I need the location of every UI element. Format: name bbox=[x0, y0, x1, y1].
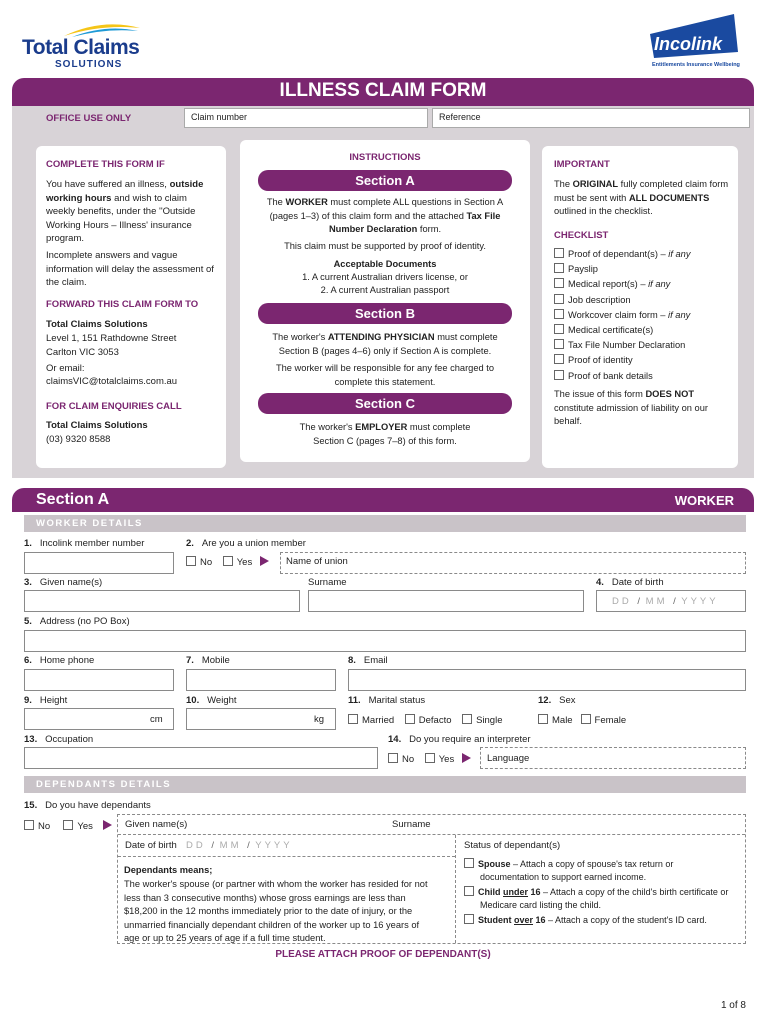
forward-addr2: Carlton VIC 3053 bbox=[46, 347, 119, 358]
instructions-heading: INSTRUCTIONS bbox=[349, 152, 421, 163]
worker-label: WORKER bbox=[674, 493, 734, 508]
dependants-vdivider bbox=[455, 835, 456, 943]
checkbox[interactable] bbox=[554, 324, 564, 334]
checklist-heading: CHECKLIST bbox=[554, 230, 609, 241]
checklist-item[interactable]: Job description bbox=[554, 294, 734, 309]
liability-notice: The issue of this form DOES NOT constitute admission of liability on our behalf. bbox=[554, 389, 708, 426]
doc-2: 2. A current Australian passport bbox=[320, 285, 450, 295]
important-text: The ORIGINAL fully completed claim form must be sent with ALL DOCUMENTS outlined in the checklist. bbox=[554, 179, 729, 216]
section-a-proof: This claim must be supported by proof of identity. bbox=[284, 241, 486, 251]
section-a-title: Section A bbox=[36, 491, 110, 508]
dependants-no-checkbox[interactable] bbox=[24, 820, 34, 830]
checkbox[interactable] bbox=[554, 370, 564, 380]
logo-sub-text: SOLUTIONS bbox=[55, 59, 123, 70]
dob-placeholder: DD / MM / YYYY bbox=[612, 596, 719, 607]
status-spouse: Spouse – Attach a copy of spouse's tax return or documentation to support earned income. bbox=[464, 858, 734, 883]
claim-number-label: Claim number bbox=[191, 112, 248, 122]
section-c-text: The worker's EMPLOYER must complete Section C (pages 7–8) of this form. bbox=[299, 422, 471, 446]
dep-surname-label[interactable]: Surname bbox=[392, 819, 431, 830]
dependants-divider bbox=[118, 834, 745, 835]
forward-or: Or email: bbox=[46, 363, 85, 374]
given-name-field[interactable] bbox=[24, 590, 300, 612]
office-use-label: OFFICE USE ONLY bbox=[46, 113, 132, 124]
enquiries-org: Total Claims Solutions bbox=[46, 420, 148, 431]
q2-label: 2. Are you a union member bbox=[186, 538, 306, 549]
worker-details-bar: WORKER DETAILS bbox=[24, 515, 746, 532]
q7-label: 7. Mobile bbox=[186, 655, 230, 666]
checkbox[interactable] bbox=[554, 354, 564, 364]
arrow-right-icon bbox=[260, 556, 269, 566]
dep-dob-underline bbox=[118, 856, 455, 857]
q14-label: 14. Do you require an interpreter bbox=[388, 734, 531, 745]
member-number-field[interactable] bbox=[24, 552, 174, 574]
q12-label: 12. Sex bbox=[538, 695, 576, 706]
logo-main-text: Total Claims bbox=[22, 36, 140, 59]
checkbox[interactable] bbox=[554, 248, 564, 258]
checklist-item[interactable]: Payslip bbox=[554, 263, 734, 278]
occupation-field[interactable] bbox=[24, 747, 378, 769]
mobile-field[interactable] bbox=[186, 669, 336, 691]
q9-label: 9. Height bbox=[24, 695, 68, 706]
complete-paragraph: You have suffered an illness, outside working hours and wish to claim weekly benefits, under the ''Outside Working Hours – Illness' insurance program. bbox=[46, 179, 204, 244]
total-claims-logo bbox=[22, 22, 172, 72]
dependants-yes-checkbox[interactable] bbox=[63, 820, 73, 830]
doc-1: 1. A current Australian drivers license, or bbox=[302, 272, 468, 282]
defacto-checkbox[interactable] bbox=[405, 714, 415, 724]
arrow-right-icon bbox=[103, 820, 112, 830]
female-checkbox[interactable] bbox=[581, 714, 591, 724]
email-field[interactable] bbox=[348, 669, 746, 691]
section-b-pill: Section B bbox=[258, 303, 512, 324]
union-name-field[interactable] bbox=[280, 552, 746, 574]
checklist-item[interactable]: Proof of identity bbox=[554, 354, 734, 369]
incolink-main-text: Incolink bbox=[654, 34, 723, 54]
q13-label: 13. Occupation bbox=[24, 734, 94, 745]
q10-label: 10. Weight bbox=[186, 695, 237, 706]
surname-label: Surname bbox=[308, 577, 347, 588]
union-name-label: Name of union bbox=[286, 556, 348, 567]
enquiries-phone: (03) 9320 8588 bbox=[46, 434, 111, 445]
dependants-means-text: The worker's spouse (or partner with whom the worker has resided for not less than 3 consecutive months) whose gross earnings are less than $18,200 in the 12 months immediately prior to the date of injury, or the unmarried financially dependant children of the worker up to 16 years of age or up to 25 years of age if a full time student. bbox=[124, 879, 428, 943]
q3-label: 3. Given name(s) bbox=[24, 577, 103, 588]
interpreter-yes-checkbox[interactable] bbox=[425, 753, 435, 763]
form-title: ILLNESS CLAIM FORM bbox=[279, 80, 487, 101]
complete-heading: COMPLETE THIS FORM IF bbox=[46, 159, 165, 170]
cm-unit: cm bbox=[150, 714, 163, 725]
union-no-checkbox[interactable] bbox=[186, 556, 196, 566]
home-phone-field[interactable] bbox=[24, 669, 174, 691]
male-checkbox[interactable] bbox=[538, 714, 548, 724]
checklist-item[interactable]: Proof of bank details bbox=[554, 370, 734, 385]
incolink-logo bbox=[640, 12, 750, 72]
incolink-sub-text: Entitlements Insurance Wellbeing bbox=[652, 62, 740, 68]
checklist-item[interactable]: Tax File Number Declaration bbox=[554, 339, 734, 354]
kg-unit: kg bbox=[314, 714, 325, 725]
forward-org: Total Claims Solutions bbox=[46, 319, 148, 330]
important-heading: IMPORTANT bbox=[554, 159, 610, 170]
checkbox[interactable] bbox=[554, 309, 564, 319]
attach-proof-notice: PLEASE ATTACH PROOF OF DEPENDANT(S) bbox=[275, 949, 491, 960]
dep-dob-placeholder: DD / MM / YYYY bbox=[186, 840, 293, 851]
checklist-item[interactable]: Proof of dependant(s) – if any bbox=[554, 248, 734, 263]
section-b-fee: The worker will be responsible for any fee charged to complete this statement. bbox=[275, 363, 495, 387]
married-checkbox[interactable] bbox=[348, 714, 358, 724]
incomplete-paragraph: Incomplete answers and vague information will delay the assessment of the claim. bbox=[46, 250, 214, 288]
q5-label: 5. Address (no PO Box) bbox=[24, 616, 130, 627]
enquiries-heading: FOR CLAIM ENQUIRIES CALL bbox=[46, 401, 182, 412]
section-c-pill: Section C bbox=[258, 393, 512, 414]
dep-dob-label[interactable]: Date of birth bbox=[125, 840, 177, 851]
forward-email[interactable]: claimsVIC@totalclaims.com.au bbox=[46, 376, 178, 387]
checkbox[interactable] bbox=[554, 278, 564, 288]
child-checkbox[interactable] bbox=[464, 886, 474, 896]
q1-label: 1. Incolink member number bbox=[24, 538, 145, 549]
surname-field[interactable] bbox=[308, 590, 584, 612]
checklist-item[interactable]: Workcover claim form – if any bbox=[554, 309, 734, 324]
single-checkbox[interactable] bbox=[462, 714, 472, 724]
q6-label: 6. Home phone bbox=[24, 655, 95, 666]
status-student: Student over 16 – Attach a copy of the student's ID card. bbox=[464, 914, 744, 927]
checklist bbox=[554, 248, 734, 385]
union-yes-checkbox[interactable] bbox=[223, 556, 233, 566]
forward-addr1: Level 1, 151 Rathdowne Street bbox=[46, 333, 177, 344]
forward-heading: FORWARD THIS CLAIM FORM TO bbox=[46, 299, 199, 310]
sex-options: Male Female bbox=[538, 714, 626, 726]
q11-label: 11. Marital status bbox=[348, 695, 426, 706]
union-options: No Yes bbox=[186, 556, 275, 568]
section-a-pill: Section A bbox=[258, 170, 512, 191]
given-name-label[interactable]: Given name(s) bbox=[125, 819, 188, 830]
status-child: Child under 16 – Attach a copy of the child's birth certificate or Medicare card listing the child. bbox=[464, 886, 734, 911]
language-label: Language bbox=[487, 753, 530, 764]
checkbox[interactable] bbox=[554, 263, 564, 273]
checklist-item[interactable]: Medical certificate(s) bbox=[554, 324, 734, 339]
q4-label: 4. Date of birth bbox=[596, 577, 664, 588]
page-number: 1 of 8 bbox=[720, 1000, 746, 1011]
arrow-right-icon bbox=[462, 753, 471, 763]
address-field[interactable] bbox=[24, 630, 746, 652]
section-a-text: The WORKER must complete ALL questions in Section A (pages 1–3) of this claim form and the attached Tax File Number Declaration form. bbox=[266, 197, 504, 234]
checkbox[interactable] bbox=[554, 339, 564, 349]
reference-label: Reference bbox=[439, 112, 481, 122]
checklist-item[interactable]: Medical report(s) – if any bbox=[554, 278, 734, 293]
dependants-means: Dependants means; bbox=[124, 865, 213, 875]
dependants-bar: DEPENDANTS DETAILS bbox=[24, 776, 746, 793]
section-b-text: The worker's ATTENDING PHYSICIAN must complete Section B (pages 4–6) only if Section A is complete. bbox=[272, 332, 498, 356]
q15-label: 15. Do you have dependants bbox=[24, 800, 151, 811]
q8-label: 8. Email bbox=[348, 655, 388, 666]
checkbox[interactable] bbox=[554, 294, 564, 304]
interpreter-no-checkbox[interactable] bbox=[388, 753, 398, 763]
student-checkbox[interactable] bbox=[464, 914, 474, 924]
status-label: Status of dependant(s) bbox=[464, 840, 561, 851]
dependants-options: No Yes bbox=[24, 820, 118, 832]
interpreter-options: No Yes bbox=[388, 753, 477, 765]
acceptable-docs: Acceptable Documents bbox=[333, 259, 437, 269]
spouse-checkbox[interactable] bbox=[464, 858, 474, 868]
marital-options: Married Defacto Single bbox=[348, 714, 503, 726]
